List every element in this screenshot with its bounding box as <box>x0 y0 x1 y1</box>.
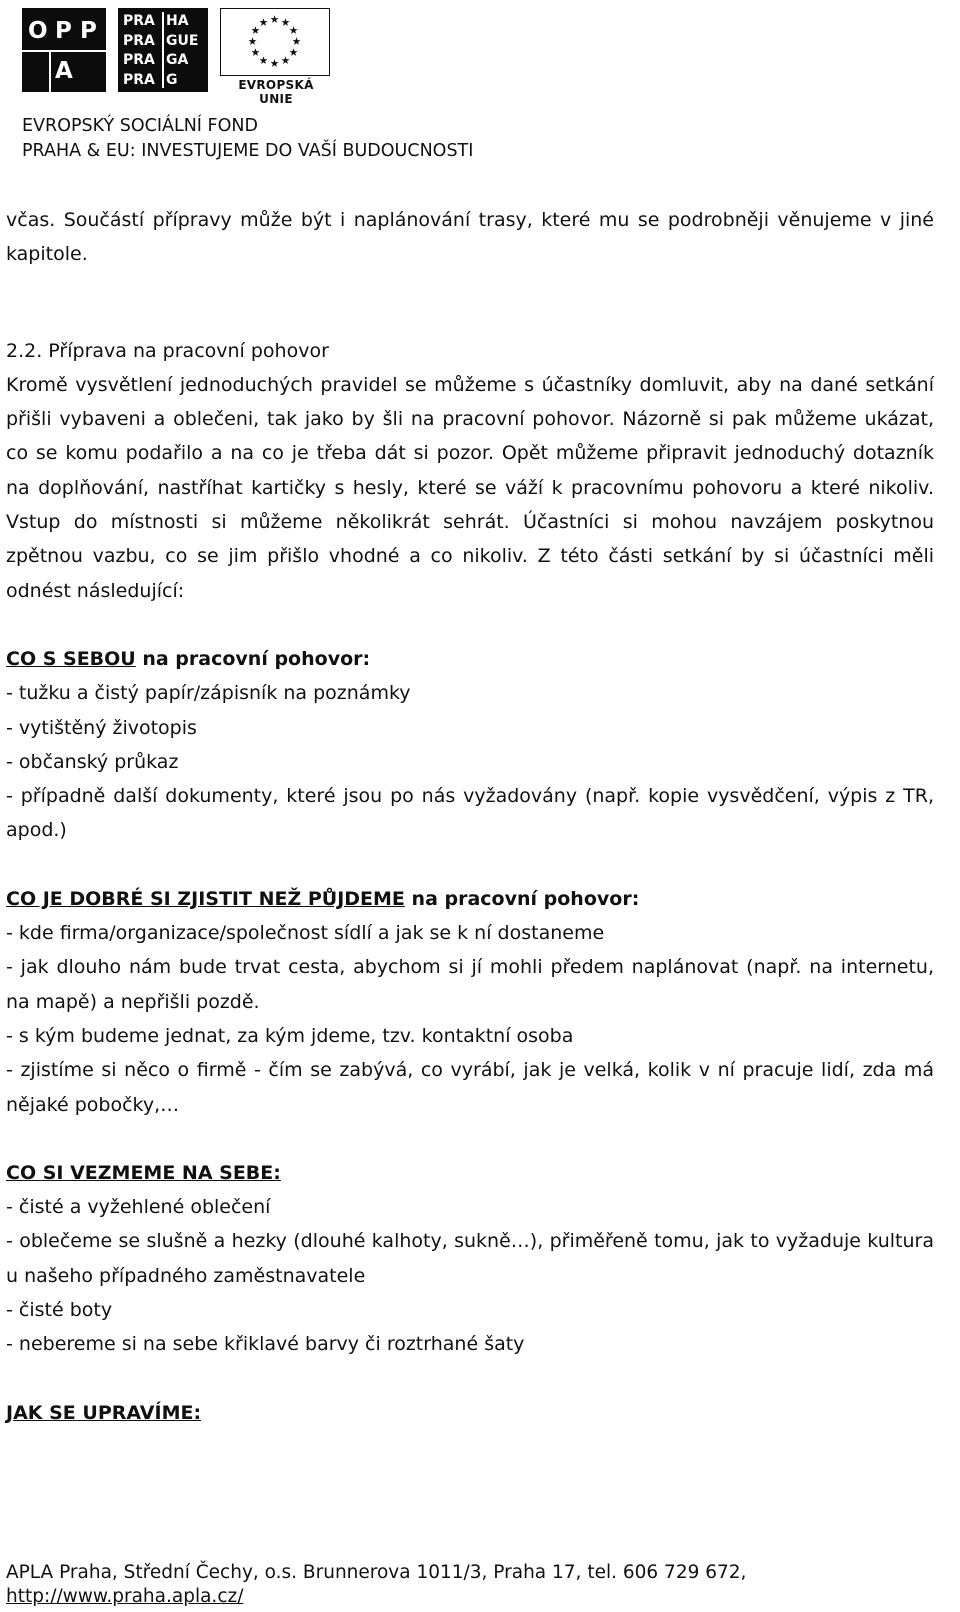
footer <box>6 1561 746 1609</box>
star-icon <box>290 26 298 34</box>
star-icon <box>249 37 257 45</box>
footer-link[interactable]: http://www.praha.apla.cz/ <box>6 1586 244 1607</box>
list-item: - zjistíme si něco o firmě - čím se zabývá, co vyrábí, jak je velká, kolik v ní pracuje lidí, zda má nějaké pobočky,… <box>6 1059 934 1116</box>
eu-logo <box>220 8 332 106</box>
list-item: - čisté boty <box>6 1299 113 1322</box>
list-item: - kde firma/organizace/společnost sídlí a jak se k ní dostaneme <box>6 922 605 945</box>
heading-underlined: CO SI VEZMEME NA SEBE: <box>6 1161 281 1184</box>
star-icon <box>271 59 279 67</box>
logo-text: HA <box>166 13 189 29</box>
logo-text: PRA <box>123 32 155 49</box>
list-item: - nebereme si na sebe křiklavé barvy či roztrhané šaty <box>6 1333 525 1356</box>
logo-letter: O <box>28 18 48 44</box>
star-icon <box>290 48 298 56</box>
star-icon <box>251 48 259 56</box>
star-icon <box>260 56 268 64</box>
logo-text: G <box>166 71 178 88</box>
block-heading <box>6 882 934 916</box>
logo-text: GUE <box>166 32 199 49</box>
footer-address: APLA Praha, Střední Čechy, o.s. Brunnerova 1011/3, Praha 17, tel. 606 729 672, <box>6 1562 747 1583</box>
star-icon <box>260 18 268 26</box>
intro-paragraph: včas. Součástí přípravy může být i naplánování trasy, které mu se podrobněji věnujeme v jiné kapitole. <box>6 209 934 266</box>
list-item: - jak dlouho nám bude trvat cesta, abychom si jí mohli předem naplánovat (např. na internetu, na mapě) a nepřišli pozdě. <box>6 956 934 1013</box>
logo-letter: A <box>55 58 73 84</box>
section-paragraph: Kromě vysvětlení jednoduchých pravidel se můžeme s účastníky domluvit, aby na dané setkání přišli vybaveni a oblečeni, tak jako by šli na pracovní pohovor. Názorně si pak můžeme ukázat, co se komu podařilo a na co je třeba dát si pozor. Opět můžeme připravit jednoduchý dotazník na doplňování, nastříhat kartičky s hesly, které se váží k pracovnímu pohovoru a které nikoliv. Vstup do místnosti si můžeme několikrát sehrát. Účastníci si mohou navzájem poskytnou zpětnou vazbu, co se jim přišlo vhodné a co nikoliv. Z této části setkání by si účastníci měli odnést následující: <box>6 373 934 602</box>
logo-letter: P <box>80 18 97 44</box>
eu-label: EVROPSKÁ UNIE <box>238 78 314 106</box>
star-icon <box>293 37 301 45</box>
star-icon <box>282 18 290 26</box>
star-icon <box>251 26 259 34</box>
heading-rest: na pracovní pohovor: <box>135 647 371 670</box>
fund-title <box>22 114 473 164</box>
list-item: - s kým budeme jednat, za kým jdeme, tzv. kontaktní osoba <box>6 1024 574 1047</box>
logo-text: GA <box>166 52 189 68</box>
logo-text: PRA <box>123 71 155 88</box>
list-item: - čisté a vyžehlené oblečení <box>6 1196 271 1219</box>
list-item: - občanský průkaz <box>6 750 179 773</box>
heading-underlined: JAK SE UPRAVÍME: <box>6 1401 202 1424</box>
fund-line: EVROPSKÝ SOCIÁLNÍ FOND <box>22 116 258 136</box>
block-heading <box>6 642 934 676</box>
list-item: - vytištěný životopis <box>6 716 197 739</box>
logo-letter: P <box>55 18 72 44</box>
star-icon <box>271 15 279 23</box>
logo-text: PRA <box>123 52 155 68</box>
fund-line: PRAHA & EU: INVESTUJEME DO VAŠÍ BUDOUCNOSTI <box>22 141 474 161</box>
heading-underlined: CO JE DOBRÉ SI ZJISTIT NEŽ PŮJDEME <box>6 887 405 910</box>
list-item: - oblečeme se slušně a hezky (dlouhé kalhoty, sukně…), přiměřeně tomu, jak to vyžaduje kultura u našeho případného zaměstnavatele <box>6 1230 934 1287</box>
logo-text: PRA <box>123 13 155 29</box>
list-item: - tužku a čistý papír/zápisník na poznámky <box>6 682 411 705</box>
block-heading <box>6 1396 934 1430</box>
opp-a-logo <box>22 8 106 92</box>
heading-rest: na pracovní pohovor: <box>404 887 640 910</box>
star-icon <box>282 56 290 64</box>
section-title: 2.2. Příprava na pracovní pohovor <box>6 339 329 362</box>
eu-flag-icon <box>220 8 330 76</box>
list-item: - případně další dokumenty, které jsou po nás vyžadovány (např. kopie vysvědčení, výpis z TR, apod.) <box>6 785 934 842</box>
block-heading <box>6 1156 934 1190</box>
praha-logo <box>118 8 208 92</box>
heading-underlined: CO S SEBOU <box>6 647 136 670</box>
document-body <box>6 203 934 1430</box>
